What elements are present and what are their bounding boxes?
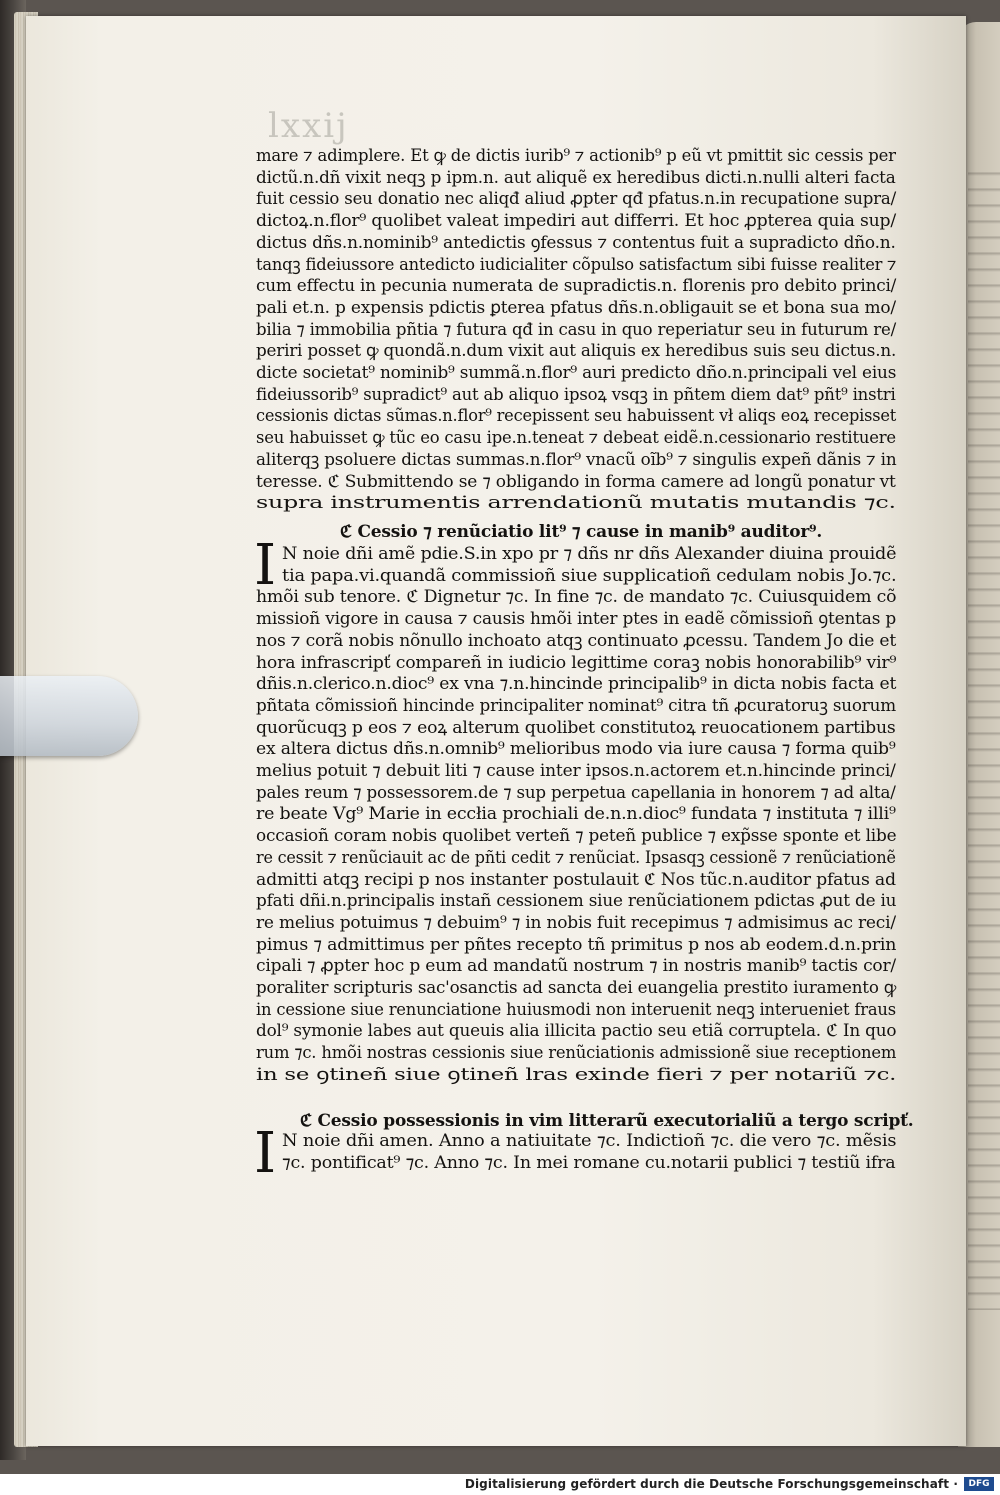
- text-line: occasioñ coram nobis quolibet verteñ ⁊ peteñ publice ⁊ exp̃sse sponte et libe: [256, 826, 897, 847]
- text-line: dol⁹ symonie labes aut queuis alia illicita pactio seu etiã corruptela. ℭ In quo: [256, 1021, 897, 1042]
- text-line: re cessit ⁊ renũciauit ac de pñti cedit ⁊ renũciat. Ipsasqꝫ cessionẽ ⁊ renũciationẽ: [256, 847, 896, 868]
- text-line: re beate Vg⁹ Marie in eccłia prochiali de.n.n.dioc⁹ fundata ⁊ instituta ⁊ illi⁹: [256, 804, 896, 825]
- text-line: rum ⁊c. hmõi nostras cessionis siue renũciationis admissionẽ siue receptionem: [256, 1043, 897, 1064]
- section-heading: ℭ Cessio ⁊ renũciatio lit⁹ ⁊ cause in manib⁹ auditor⁹.: [340, 522, 823, 542]
- text-line: melius potuit ⁊ debuit liti ⁊ cause inter ipsos.n.actorem et.n.hincinde princi/: [256, 761, 896, 781]
- text-line: hmõi sub tenore. ℭ Dignetur ⁊c. In fine ⁊c. de mandato ⁊c. Cuiusquidem cõ: [256, 587, 897, 608]
- text-line: poraliter scripturis sac'osanctis ad sancta dei euangelia prestito iuramento ꝙ: [256, 978, 897, 998]
- dfg-logo: DFG: [964, 1477, 994, 1491]
- funding-credit: Digitalisierung gefördert durch die Deutsche Forschungsgemeinschaft ·: [464, 1477, 958, 1491]
- facing-page-text-bleed: [968, 160, 1000, 1310]
- text-line: in cessione siue renunciatione huiusmodi non interuenit neqꝫ interueniet fraus: [256, 999, 896, 1020]
- text-line: cessionis dictas sũmas.n.flor⁹ recepissent seu habuissent vł aliqs eoꝝ recepisset: [256, 406, 897, 427]
- text-line: mare ⁊ adimplere. Et ꝙ de dictis iurib⁹ ⁊ actionib⁹ p eũ vt pmittit sic cessis per: [256, 146, 896, 166]
- text-line: cipali ⁊ ꝓpter hoc p eum ad mandatũ nostrum ⁊ in nostris manib⁹ tactis cor/: [256, 956, 896, 977]
- text-line: teresse. ℭ Submittendo se ⁊ obligando in forma camere ad longũ ponatur vt: [256, 471, 896, 492]
- text-line: re melius potuimus ⁊ debuim⁹ ⁊ in nobis fuit recepimus ⁊ admisimus ac reci/: [256, 912, 896, 933]
- text-line: dictoꝝ.n.flor⁹ quolibet valeat impediri aut differri. Et hoc ꝓpterea quia sup/: [256, 211, 896, 232]
- text-line: ⁊c. pontificat⁹ ⁊c. Anno ⁊c. In mei romane cu.notarii publici ⁊ testiũ ifra: [282, 1152, 896, 1173]
- text-line: pfati dñi.n.principalis instañ cessionem siue renũciationem pdictas ꝓut de iu: [256, 891, 897, 912]
- section-heading: ℭ Cessio possessionis in vim litterarũ executorialiũ a tergo scripť.: [300, 1111, 914, 1131]
- text-line: periri posset ꝙ quondã.n.dum vixit aut aliquis ex heredibus suis seu dictus.n.: [256, 341, 897, 362]
- text-line: dictũ.n.dñ vixit neqꝫ p ipm.n. aut aliquẽ ex heredibus dicti.n.nulli alteri facta: [256, 167, 896, 188]
- text-line: ex altera dictus dñs.n.omnib⁹ melioribus modo via iure causa ⁊ forma quib⁹: [256, 739, 896, 760]
- text-line: bilia ⁊ immobilia pñtia ⁊ futura qđ in casu in quo reperiatur seu in futurum re/: [256, 319, 896, 340]
- text-line: seu habuisset ꝙ tũc eo casu ipe.n.teneat ⁊ debeat eidẽ.n.cessionario restituere: [256, 428, 896, 449]
- text-line: dicte societat⁹ nominib⁹ summã.n.flor⁹ auri predicto dño.n.principali vel eius: [256, 363, 897, 383]
- text-line: tanqꝫ fideiussore antedicto iudicialiter cõpulso satisfactum sibi fuisse realiter ⁊: [256, 254, 897, 275]
- text-line: aliterqꝫ psoluere dictas summas.n.flor⁹ vnacũ oĩb⁹ ⁊ singulis expeñ dãnis ⁊ in: [256, 449, 897, 470]
- decorated-initial: I: [254, 1121, 277, 1186]
- text-line: hora infrascripť compareñ in iudicio legittime coraꝫ nobis honorabilib⁹ vir⁹: [256, 652, 897, 673]
- text-line: N noie dñi amẽ pdie.S.in xpo pr ⁊ dñs nr dñs Alexander diuina prouidẽ: [282, 544, 897, 564]
- text-line: dñis.n.clerico.n.dioc⁹ ex vna ⁊.n.hincinde principalib⁹ in dicta nobis facta et: [256, 674, 897, 695]
- bookmark-strip: [0, 676, 138, 756]
- text-line: tia papa.vi.quandã commissioñ siue supplicatioñ cedulam nobis Jo.⁊c.: [282, 565, 897, 586]
- decorated-initial: I: [254, 533, 277, 598]
- text-line: pñtata cõmissioñ hincinde principaliter nominat⁹ citra tñ ꝓcuratoruꝫ suorum: [256, 695, 896, 716]
- text-line: in se ꝯtineñ siue ꝯtineñ lras exinde fieri ⁊ per notariũ ⁊c.: [256, 1064, 897, 1085]
- text-line: pales reum ⁊ possessorem.de ⁊ sup perpetua capellania in honorem ⁊ ad alta/: [256, 782, 896, 803]
- text-line: admitti atqꝫ recipi p nos instanter postulauit ℭ Nos tũc.n.auditor pfatus ad: [256, 869, 896, 890]
- text-line: nos ⁊ corã nobis nõnullo inchoato atqꝫ continuato ꝓcessu. Tandem Jo die et: [256, 630, 897, 651]
- text-line: fuit cessio seu donatio nec aliqđ aliud ꝓpter qđ pfatus.n.in recupatione supra/: [256, 189, 896, 210]
- text-line: fideiussorib⁹ supradict⁹ aut ab aliquo ipsoꝝ vsqꝫ in pñtem diem dat⁹ pñt⁹ instri: [256, 384, 896, 405]
- text-line: supra instrumentis arrendationũ mutatis mutandis ⁊c.: [256, 493, 896, 514]
- text-line: missioñ vigore in causa ⁊ causis hmõi inter ptes in eadẽ cõmissioñ ꝯtentas p: [256, 609, 897, 630]
- text-line: pimus ⁊ admittimus per pñtes recepto tñ primitus p nos ab eodem.d.n.prin: [256, 934, 897, 955]
- text-line: N noie dñi amen. Anno a natiuitate ⁊c. Indictioñ ⁊c. die vero ⁊c. mẽsis: [282, 1131, 897, 1151]
- text-line: dictus dñs.n.nominib⁹ antedictis ꝯfessus ⁊ contentus fuit a supradicto dño.n.: [256, 232, 896, 253]
- text-line: pali et.n. p expensis pdictis ꝑterea pfatus dñs.n.obligauit se et bona sua mo/: [256, 297, 896, 318]
- text-line: quorũcuqꝫ p eos ⁊ eoꝝ alterum quolibet constitutoꝝ reuocationem partibus: [256, 717, 896, 738]
- folio-number: lxxij: [268, 106, 349, 146]
- text-line: cum effectu in pecunia numerata de supradictis.n. florenis pro debito princi/: [256, 276, 897, 297]
